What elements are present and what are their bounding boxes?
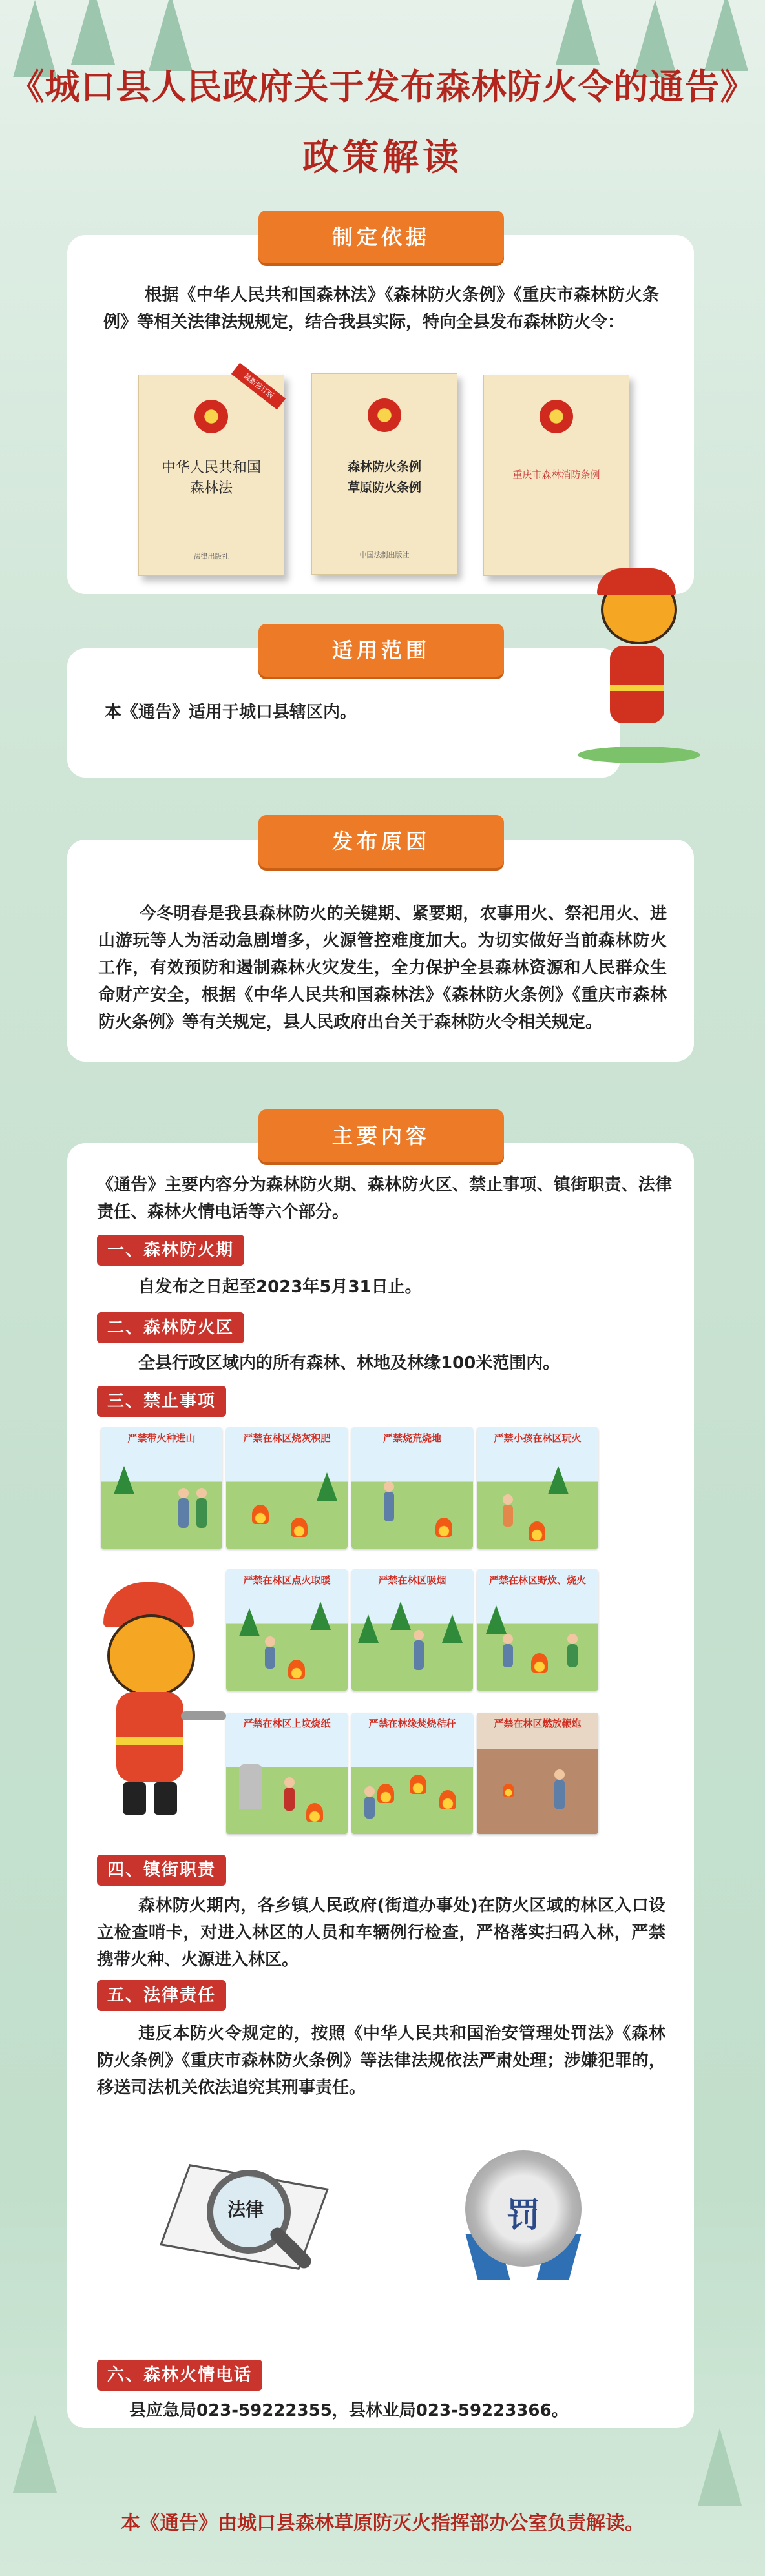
prohibit-card: [477, 1427, 598, 1549]
footer-note: 本《通告》由城口县森林草原防灭火指挥部办公室负责解读。: [121, 2512, 644, 2535]
penalty-medal-icon: [452, 2150, 594, 2293]
book-title: 中华人民共和国 森林法: [161, 460, 261, 497]
book-title: 重庆市森林消防条例: [512, 469, 600, 480]
national-emblem-icon: [368, 398, 401, 432]
tiger-mascot: [571, 568, 700, 762]
zone-label: 二、森林防火区: [97, 1312, 244, 1343]
book-publisher: 中国法制出版社: [359, 551, 410, 559]
book-ribbon: 最新修订版: [231, 363, 286, 410]
book-title: 森林防火条例 草原防火条例: [347, 460, 421, 495]
prohibit-card: [351, 1569, 473, 1691]
tiger-firefighter-mascot: [84, 1576, 226, 1821]
prohibit-caption: 严禁小孩在林区玩火: [494, 1432, 582, 1444]
prohibit-caption: 严禁在林区点火取暖: [243, 1574, 331, 1586]
scope-text: 本《通告》适用于城口县辖区内。: [105, 703, 357, 722]
book-forest-law: [138, 371, 284, 576]
legal-label: 五、法律责任: [97, 1980, 226, 2011]
prohibit-card: [477, 1569, 598, 1691]
phone-label: 六、森林火情电话: [97, 2360, 262, 2391]
content-intro: 《通告》主要内容分为森林防火期、森林防火区、禁止事项、镇街职责、法律责任、森林火情电话等六个部分。: [97, 1175, 672, 1222]
reason-tab: 发布原因: [258, 815, 504, 868]
national-emblem-icon: [540, 400, 573, 433]
page-subtitle: 政策解读: [302, 136, 463, 179]
book-publisher: 法律出版社: [193, 552, 229, 561]
prohibit-caption: 严禁带火种进山: [127, 1432, 196, 1444]
prohibit-caption: 严禁在林区吸烟: [378, 1574, 446, 1586]
prohibit-caption: 严禁在林缘焚烧秸秆: [368, 1718, 456, 1729]
content-tab: 主要内容: [258, 1109, 504, 1162]
prohibit-card: [226, 1713, 348, 1834]
page-title: 《城口县人民政府关于发布森林防火令的通告》: [9, 66, 756, 107]
law-label: 法律: [227, 2199, 264, 2220]
prohibit-card: [226, 1569, 348, 1691]
legal-text: 违反本防火令规定的，按照《中华人民共和国治安管理处罚法》《森林防火条例》《重庆市森林防火条例》等法律法规依法严肃处理；涉嫌犯罪的，移送司法机关依法追究其刑事责任。: [97, 2024, 665, 2097]
prohibit-card: [477, 1713, 598, 1834]
period-label: 一、森林防火期: [97, 1235, 244, 1266]
prohibit-card: [351, 1713, 473, 1834]
scope-tab: 适用范围: [258, 624, 504, 677]
basis-tab: 制定依据: [258, 211, 504, 263]
zone-text: 全县行政区域内的所有森林、林地及林缘100米范围内。: [138, 1354, 560, 1373]
prohibit-caption: 严禁在林区烧灰积肥: [243, 1432, 331, 1444]
period-text: 自发布之日起至2023年5月31日止。: [138, 1277, 422, 1297]
penalty-label: 罚: [506, 2196, 540, 2235]
prohibit-card: [226, 1427, 348, 1549]
prohibit-caption: 严禁在林区上坟烧纸: [243, 1718, 331, 1729]
prohibit-caption: 严禁烧荒烧地: [382, 1432, 441, 1444]
prohibit-card: [351, 1427, 473, 1549]
national-emblem-icon: [194, 400, 228, 433]
prohibited-label: 三、禁止事项: [97, 1386, 226, 1417]
prohibit-card: [101, 1427, 222, 1549]
prohibit-caption: 严禁在林区野炊、烧火: [488, 1574, 586, 1586]
law-book-magnifier-icon: [168, 2150, 336, 2280]
book-fire-regulations: [311, 373, 457, 575]
book-chongqing-regulations: [483, 375, 629, 576]
basis-text: 根据《中华人民共和国森林法》《森林防火条例》《重庆市森林防火条例》等相关法律法规规定，结合我县实际，特向全县发布森林防火令：: [103, 285, 659, 332]
duty-text: 森林防火期内，各乡镇人民政府(街道办事处)在防火区域的林区入口设立检查哨卡，对进入林区的人员和车辆例行检查，严格落实扫码入林，严禁携带火种、火源进入林区。: [97, 1896, 665, 1970]
phone-text: 县应急局023-59222355，县林业局023-59223366。: [129, 2401, 569, 2420]
prohibit-caption: 严禁在林区燃放鞭炮: [494, 1718, 582, 1729]
reason-text: 今冬明春是我县森林防火的关键期、紧要期，农事用火、祭祀用火、进山游玩等人为活动急剧增多，火源管控难度加大。为切实做好当前森林防火工作，有效预防和遏制森林火灾发生，全力保护全县森林资源和人民群众生命财产安全，根据《中华人民共和国森林法》《森林防火条例》《重庆市森林防火条例》等有关规定，县人民政府出台关于森林防火令相关规定。: [98, 904, 667, 1032]
duty-label: 四、镇街职责: [97, 1855, 226, 1886]
